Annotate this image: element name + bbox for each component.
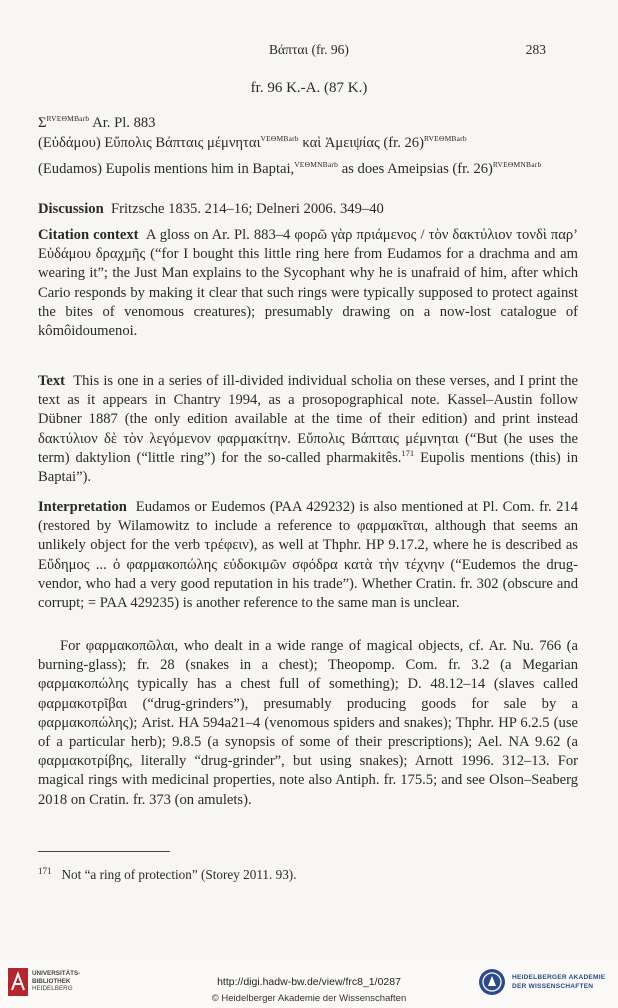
source-url-link[interactable]: http://digi.hadw-bw.de/view/frc8_1/0287 [217, 976, 401, 988]
university-library-name: UNIVERSITÄTS- BIBLIOTHEK HEIDELBERG [32, 970, 81, 993]
discussion-text: Fritzsche 1835. 214–16; Delneri 2006. 349–40 [111, 201, 384, 217]
greek-manuscripts-2: RVEΘMBarb [423, 134, 467, 143]
footnote-text: Not “a ring of protection” (Storey 2011. 93). [61, 867, 297, 882]
academy-seal-icon[interactable] [478, 968, 506, 996]
scholion-source-line [38, 114, 578, 133]
greek-source-text-a: (Εὐδάμου) Εὔπολις Βάπταις μέμνηται [38, 135, 261, 151]
interpretation-label: Interpretation [38, 499, 127, 515]
discussion-label: Discussion [38, 201, 104, 217]
footnote-divider [38, 851, 170, 852]
digitization-footer [0, 960, 618, 1008]
greek-manuscripts-1: VEΘMBarb [260, 134, 299, 143]
fragment-heading: fr. 96 K.-A. (87 K.) [250, 80, 368, 96]
text-section-body-a: This is one in a series of ill-divided individual scholia on these verses, and I print the text as it appears in Chantry 1994, as a prosopographical note. Kassel–Austin follow Dübner 1887 (the only edition available at the time of their edition) and print instead δακτύλιον δὲ τὸν λεγόμενον φαρμακίτην. Εὔπολις Βάπταις μέμνηται (“But (he uses the term) daktylion (“little ring”) for the so-called pharmakitês. [38, 373, 578, 466]
footnote [38, 866, 297, 883]
greek-source-line [38, 134, 578, 153]
sigma-symbol: Σ [38, 115, 47, 131]
scholion-reference: Ar. Pl. 883 [92, 115, 156, 131]
footnote-reference[interactable]: 171 [401, 447, 415, 458]
interpretation-section [38, 498, 578, 613]
text-label: Text [38, 373, 66, 389]
translation-manuscripts-1: VEΘMNBarb [294, 160, 339, 169]
text-section [38, 372, 578, 487]
interpretation-paragraph-1: Eudamos or Eudemos (PAA 429232) is also mentioned at Pl. Com. fr. 214 (restored by Wilamowitz to include a reference to φαρμακῖται, although that seems an unlikely object for the verb τρέφειν), as well at Thphr. HP 9.17.2, where he is described as Εὔδημος ... ὁ φαρμακοπώλης εὐδοκιμῶν σφόδρα κατὰ τὴν τέχνην (“Eudemos the drug-vendor, who had a very good reputation in his trade”). Whether Cratin. fr. 302 (obscure and corrupt; = PAA 429235) is another reference to the same man is unclear. [38, 499, 579, 612]
sigma-manuscripts: RVEΘMBarb [46, 114, 90, 123]
discussion-section [38, 200, 578, 219]
translation-manuscripts-2: RVEΘMNBarb [492, 160, 542, 169]
translation-text-a: (Eudamos) Eupolis mentions him in Baptai, [38, 161, 295, 177]
interpretation-paragraph-2: For φαρμακοπῶλαι, who dealt in a wide range of magical objects, cf. Ar. Nu. 766 (a burning-glass); fr. 28 (snakes in a chest); Theopomp. Com. fr. 3.2 (a Megarian φαρμακοπώλης typically has a chest full of something); D. 48.12–14 (slaves called φαρμακοτρῖβαι (“drug-grinders”), presumably producing goods for sale by a φαρμακοπώλης); Arist. HA 594a21–4 (venomous spiders and snakes); Thphr. HP 6.2.5 (use of a particular herb); 9.8.5 (a synopsis of some of their prescriptions); Ael. NA 9.62 (a φαρμακοτρίβης, literally “drug-grinder”, but using snakes); Arnott 1996. 312–13. For magical rings with medicinal properties, note also Antiph. fr. 175.5; and see Olson–Seaberg 2018 on Cratin. fr. 373 (on amulets). [38, 638, 578, 808]
translation-text-b: as does Ameipsias (fr. 26) [341, 161, 493, 177]
copyright-notice: © Heidelberger Akademie der Wissenschaften [211, 993, 407, 1004]
footnote-number: 171 [38, 866, 52, 876]
citation-context-section [38, 226, 578, 341]
citation-context-label: Citation context [38, 227, 139, 243]
academy-name: HEIDELBERGER AKADEMIE DER WISSENSCHAFTEN [512, 974, 606, 990]
running-header-title: Βάπται (fr. 96) [269, 42, 349, 57]
greek-source-text-b: καὶ Ἀμειψίας (fr. 26) [302, 135, 424, 151]
citation-context-text: A gloss on Ar. Pl. 883–4 φορῶ γὰρ πριάμενος / τὸν δακτύλιον τονδὶ παρ’ Εὐδάμου δραχμῆς (“for I bought this little ring here from Eudamos for a drachma and am wearing it”; the Just Man explains to the Sycophant why he is unafraid of him, after which Cario responds by making it clear that such rings were typically supposed to protect against the bites of venomous creatures); presumably drawing on a now-lost catalogue of kômôidoumenoi. [38, 227, 578, 340]
page-number: 283 [525, 42, 546, 57]
text-section-body-b: Eupolis mentions (this) in Baptai”). [38, 449, 578, 486]
translation-line [38, 160, 578, 179]
